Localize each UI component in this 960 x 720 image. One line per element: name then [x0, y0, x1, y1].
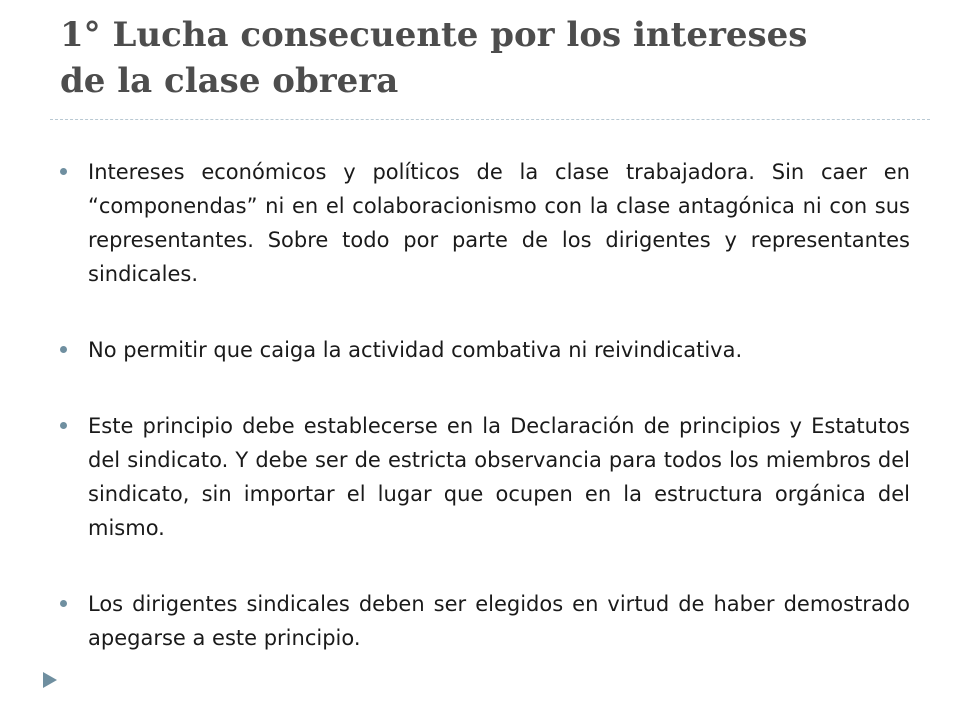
bullet-dot-icon	[60, 422, 67, 429]
bullet-text: No permitir que caiga la actividad combativa ni reivindicativa.	[88, 338, 743, 362]
slide-title-line-2: de la clase obrera	[60, 61, 399, 101]
bullet-item	[60, 409, 910, 545]
title-divider	[50, 119, 930, 120]
bullet-list	[60, 155, 910, 655]
triangle-play-icon	[42, 671, 58, 689]
slide-title-line-1: 1° Lucha consecuente por los intereses	[60, 15, 808, 55]
bullet-text: Este principio debe establecerse en la Declaración de principios y Estatutos del sindicato. Y debe ser de estricta observancia para todos los miembros del sindicato, sin importar el lugar que ocupen en la estructura orgánica del mismo.	[88, 414, 910, 540]
bullet-item	[60, 155, 910, 291]
bullet-item	[60, 587, 910, 655]
bullet-dot-icon	[60, 600, 67, 607]
bullet-text: Intereses económicos y políticos de la clase trabajadora. Sin caer en “componendas” ni en el colaboracionismo con la clase antagónica ni con sus representantes. Sobre todo por parte de los dirigentes y representantes sindicales.	[88, 160, 910, 286]
bullet-dot-icon	[60, 168, 67, 175]
bullet-item	[60, 333, 910, 367]
slide-title	[60, 12, 920, 104]
bullet-dot-icon	[60, 346, 67, 353]
bullet-text: Los dirigentes sindicales deben ser elegidos en virtud de haber demostrado apegarse a este principio.	[88, 592, 910, 650]
